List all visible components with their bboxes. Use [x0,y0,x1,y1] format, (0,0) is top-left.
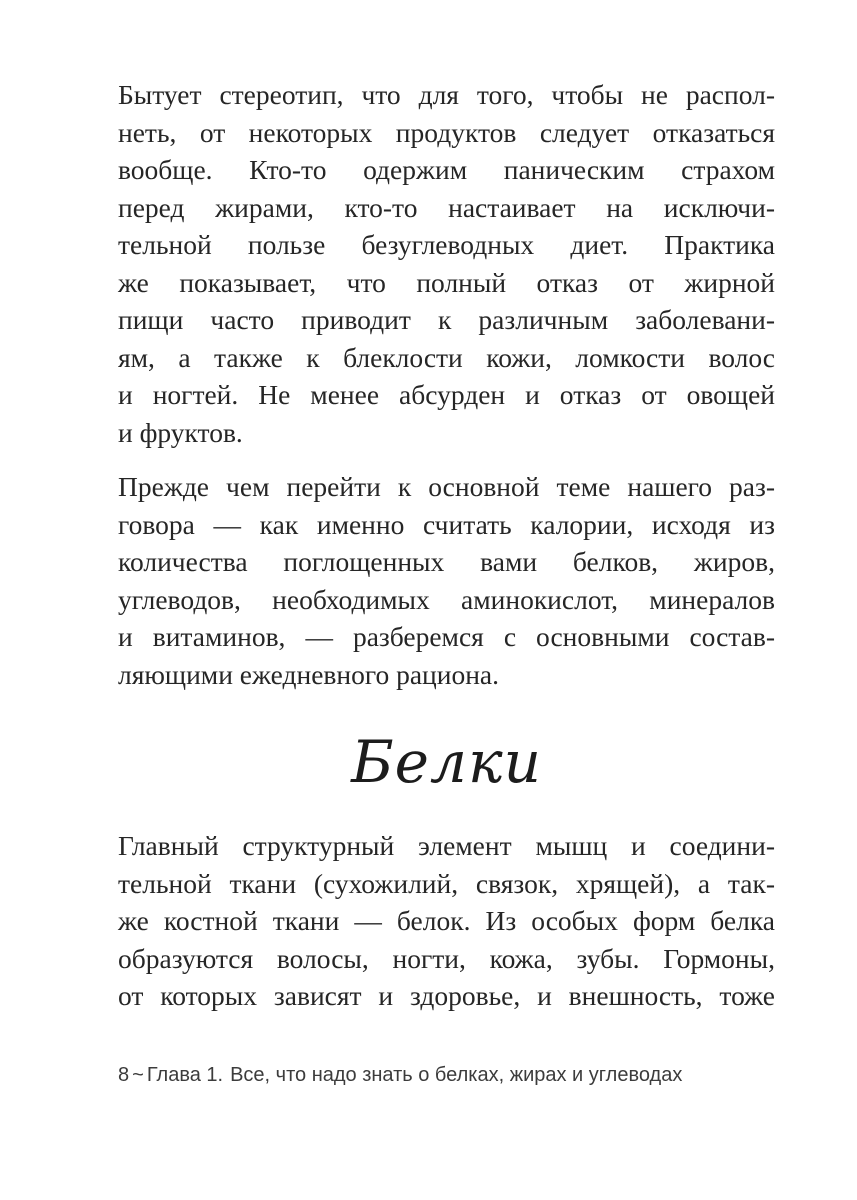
text-line: углеводов, необходимых аминокислот, минералов [118,583,775,615]
text-line: тельной пользе безуглеводных диет. Практика [118,229,775,260]
text-line: ям, а также к блеклости кожи, ломкости волос [118,341,775,373]
body-paragraph [118,76,775,451]
footer-separator: ~ [132,1064,144,1086]
text-line: и ногтей. Не менее абсурден и отказ от овощей [118,379,775,410]
text-line: образуются волосы, ногти, кожа, зубы. Гормоны, [118,942,775,974]
text-line: же показывает, что полный отказ от жирной [118,266,775,298]
text-line: и витаминов, — разберемся с основными состав- [118,621,775,652]
text-line: Главный структурный элемент мышц и соедини- [118,830,775,861]
body-paragraph [118,827,775,1015]
text-line: и фруктов. [118,416,243,448]
section-heading: Белки [351,728,542,796]
body-paragraph [118,468,775,693]
text-line: количества поглощенных вами белков, жиров, [118,546,775,577]
text-line: пищи часто приводит к различным заболевани- [118,304,775,335]
text-line: говора — как именно считать калории, исходя из [118,508,775,540]
text-line: неть, от некоторых продуктов следует отказаться [118,116,775,148]
text-block [118,76,775,1015]
page-footer [118,1062,682,1088]
page-number: 8 [118,1064,130,1086]
text-line: от которых зависят и здоровье, и внешность, тоже [118,980,775,1011]
text-line: ляющими ежедневного рациона. [118,658,500,690]
text-line: Бытует стереотип, что для того, чтобы не распол- [118,79,775,110]
text-line: перед жирами, кто-то настаивает на исключи- [118,191,775,223]
text-line: тельной ткани (сухожилий, связок, хрящей), а так- [118,867,775,899]
chapter-label: Глава 1. [146,1064,224,1086]
text-line: вообще. Кто-то одержим паническим страхом [118,154,775,185]
text-line: же костной ткани — белок. Из особых форм белка [118,905,775,936]
chapter-title: Все, что надо знать о белках, жирах и углеводах [230,1064,683,1086]
text-line: Прежде чем перейти к основной теме нашего раз- [118,471,775,502]
